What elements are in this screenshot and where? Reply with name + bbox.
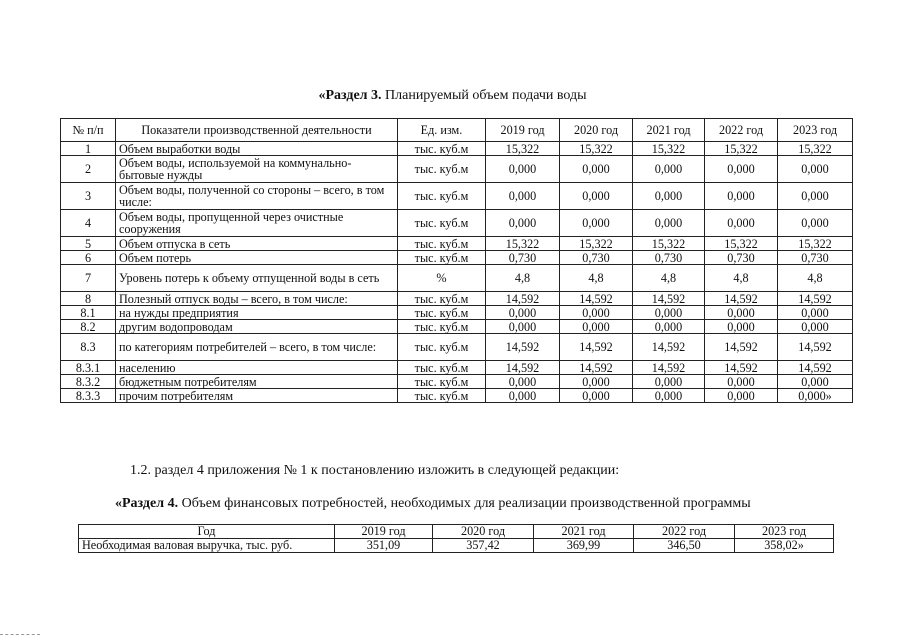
value-cell: 4,8 (705, 265, 778, 292)
value-cell: 0,000 (633, 375, 705, 389)
column-header: Год (79, 525, 335, 539)
value-cell: 369,99 (534, 539, 634, 553)
value-cell: 14,592 (486, 361, 560, 375)
value-cell: 0,000 (560, 183, 633, 210)
page-edge-mark (0, 634, 40, 636)
unit-cell: тыс. куб.м (398, 156, 486, 183)
table-header-row (79, 525, 834, 539)
value-cell: 0,000 (633, 389, 705, 403)
table-row (61, 375, 853, 389)
column-header: Показатели производственной деятельности (116, 119, 398, 142)
value-cell: 0,000 (778, 375, 853, 389)
unit-cell: % (398, 265, 486, 292)
row-number: 8.3.3 (61, 389, 116, 403)
table-header-row (61, 119, 853, 142)
value-cell: 0,000 (705, 183, 778, 210)
table-row (61, 251, 853, 265)
indicator-name: бюджетным потребителям (116, 375, 398, 389)
indicator-name: на нужды предприятия (116, 306, 398, 320)
value-cell: 0,000 (778, 320, 853, 334)
unit-cell: тыс. куб.м (398, 183, 486, 210)
value-cell: 0,000 (560, 389, 633, 403)
unit-cell: тыс. куб.м (398, 320, 486, 334)
value-cell: 357,42 (433, 539, 534, 553)
table-row (61, 389, 853, 403)
unit-cell: тыс. куб.м (398, 375, 486, 389)
value-cell: 0,730 (633, 251, 705, 265)
value-cell: 0,000 (633, 306, 705, 320)
value-cell: 14,592 (486, 292, 560, 306)
row-number: 6 (61, 251, 116, 265)
row-number: 8 (61, 292, 116, 306)
indicator-name: по категориям потребителей – всего, в том числе: (116, 334, 398, 361)
indicator-name: другим водопроводам (116, 320, 398, 334)
row-number: 3 (61, 183, 116, 210)
value-cell: 4,8 (633, 265, 705, 292)
value-cell: 0,000 (705, 389, 778, 403)
row-number: 8.3.1 (61, 361, 116, 375)
value-cell: 0,000 (486, 306, 560, 320)
value-cell: 14,592 (633, 334, 705, 361)
table-row (61, 320, 853, 334)
value-cell: 14,592 (705, 292, 778, 306)
row-number: 5 (61, 237, 116, 251)
value-cell: 14,592 (560, 334, 633, 361)
financial-needs-table (78, 524, 834, 553)
value-cell: 4,8 (778, 265, 853, 292)
column-header: 2023 год (778, 119, 853, 142)
table-row (79, 539, 834, 553)
value-cell: 15,322 (486, 237, 560, 251)
value-cell: 15,322 (778, 237, 853, 251)
column-header: Ед. изм. (398, 119, 486, 142)
table-row (61, 334, 853, 361)
column-header: 2022 год (634, 525, 735, 539)
value-cell: 0,000 (486, 389, 560, 403)
value-cell: 0,000 (560, 156, 633, 183)
value-cell: 0,000 (560, 320, 633, 334)
table-row (61, 237, 853, 251)
row-number: 8.2 (61, 320, 116, 334)
value-cell: 0,730 (778, 251, 853, 265)
value-cell: 14,592 (633, 361, 705, 375)
unit-cell: тыс. куб.м (398, 237, 486, 251)
value-cell: 0,000 (560, 375, 633, 389)
column-header: 2019 год (335, 525, 433, 539)
row-number: 8.1 (61, 306, 116, 320)
value-cell: 14,592 (560, 292, 633, 306)
value-cell: 4,8 (560, 265, 633, 292)
value-cell: 15,322 (705, 237, 778, 251)
row-label: Необходимая валовая выручка, тыс. руб. (79, 539, 335, 553)
amendment-paragraph: 1.2. раздел 4 приложения № 1 к постановлению изложить в следующей редакции: (130, 463, 620, 478)
indicator-name: населению (116, 361, 398, 375)
column-header: 2021 год (534, 525, 634, 539)
value-cell: 351,09 (335, 539, 433, 553)
value-cell: 15,322 (633, 237, 705, 251)
section3-title-bold: «Раздел 3. (318, 88, 382, 103)
table-row (61, 156, 853, 183)
row-number: 2 (61, 156, 116, 183)
value-cell: 14,592 (778, 361, 853, 375)
value-cell: 0,000 (560, 210, 633, 237)
indicator-name: Объем выработки воды (116, 142, 398, 156)
value-cell: 0,000 (633, 156, 705, 183)
value-cell: 15,322 (486, 142, 560, 156)
value-cell: 15,322 (705, 142, 778, 156)
value-cell: 14,592 (633, 292, 705, 306)
row-number: 1 (61, 142, 116, 156)
water-supply-table (60, 118, 853, 403)
unit-cell: тыс. куб.м (398, 361, 486, 375)
indicator-name: Объем воды, пропущенной через очистные сооружения (116, 210, 398, 237)
unit-cell: тыс. куб.м (398, 389, 486, 403)
value-cell: 14,592 (560, 361, 633, 375)
value-cell: 0,000 (486, 210, 560, 237)
indicator-name: Полезный отпуск воды – всего, в том числе: (116, 292, 398, 306)
value-cell: 0,000 (633, 210, 705, 237)
value-cell: 14,592 (705, 361, 778, 375)
value-cell: 0,000 (778, 306, 853, 320)
value-cell: 0,000 (486, 320, 560, 334)
value-cell: 0,000 (778, 156, 853, 183)
column-header: 2022 год (705, 119, 778, 142)
value-cell: 0,000 (633, 320, 705, 334)
section4-title-bold: «Раздел 4. (115, 496, 179, 511)
indicator-name: Объем воды, используемой на коммунально-бытовые нужды (116, 156, 398, 183)
value-cell: 358,02» (735, 539, 834, 553)
value-cell: 15,322 (560, 142, 633, 156)
indicator-name: Объем потерь (116, 251, 398, 265)
value-cell: 14,592 (486, 334, 560, 361)
unit-cell: тыс. куб.м (398, 306, 486, 320)
table-row (61, 292, 853, 306)
unit-cell: тыс. куб.м (398, 334, 486, 361)
value-cell: 4,8 (486, 265, 560, 292)
value-cell: 0,000 (486, 375, 560, 389)
section3-title-text: Планируемый объем подачи воды (381, 88, 587, 103)
value-cell: 0,730 (560, 251, 633, 265)
value-cell: 0,000 (705, 156, 778, 183)
table-row (61, 306, 853, 320)
table-row (61, 265, 853, 292)
row-number: 8.3 (61, 334, 116, 361)
value-cell: 0,730 (486, 251, 560, 265)
column-header: 2020 год (433, 525, 534, 539)
indicator-name: Объем отпуска в сеть (116, 237, 398, 251)
unit-cell: тыс. куб.м (398, 251, 486, 265)
table-row (61, 361, 853, 375)
indicator-name: Уровень потерь к объему отпущенной воды в сеть (116, 265, 398, 292)
table-row (61, 183, 853, 210)
column-header: 2021 год (633, 119, 705, 142)
value-cell: 0,000 (778, 210, 853, 237)
value-cell: 0,000 (705, 375, 778, 389)
column-header: 2023 год (735, 525, 834, 539)
row-number: 7 (61, 265, 116, 292)
unit-cell: тыс. куб.м (398, 210, 486, 237)
value-cell: 0,000» (778, 389, 853, 403)
value-cell: 14,592 (778, 334, 853, 361)
unit-cell: тыс. куб.м (398, 142, 486, 156)
value-cell: 0,000 (560, 306, 633, 320)
table-row (61, 142, 853, 156)
value-cell: 346,50 (634, 539, 735, 553)
section4-title (115, 496, 751, 512)
unit-cell: тыс. куб.м (398, 292, 486, 306)
row-number: 4 (61, 210, 116, 237)
section3-title (0, 88, 905, 104)
value-cell: 0,000 (705, 210, 778, 237)
value-cell: 14,592 (778, 292, 853, 306)
indicator-name: Объем воды, полученной со стороны – всего, в том числе: (116, 183, 398, 210)
value-cell: 0,000 (705, 320, 778, 334)
value-cell: 15,322 (778, 142, 853, 156)
indicator-name: прочим потребителям (116, 389, 398, 403)
value-cell: 0,000 (486, 183, 560, 210)
value-cell: 0,000 (486, 156, 560, 183)
value-cell: 0,000 (705, 306, 778, 320)
table-body (61, 142, 853, 403)
value-cell: 0,730 (705, 251, 778, 265)
value-cell: 0,000 (778, 183, 853, 210)
column-header: 2019 год (486, 119, 560, 142)
value-cell: 15,322 (633, 142, 705, 156)
row-number: 8.3.2 (61, 375, 116, 389)
value-cell: 0,000 (633, 183, 705, 210)
table-row (61, 210, 853, 237)
section4-title-text: Объем финансовых потребностей, необходимых для реализации производственной программы (178, 496, 751, 511)
column-header: № п/п (61, 119, 116, 142)
value-cell: 15,322 (560, 237, 633, 251)
value-cell: 14,592 (705, 334, 778, 361)
column-header: 2020 год (560, 119, 633, 142)
